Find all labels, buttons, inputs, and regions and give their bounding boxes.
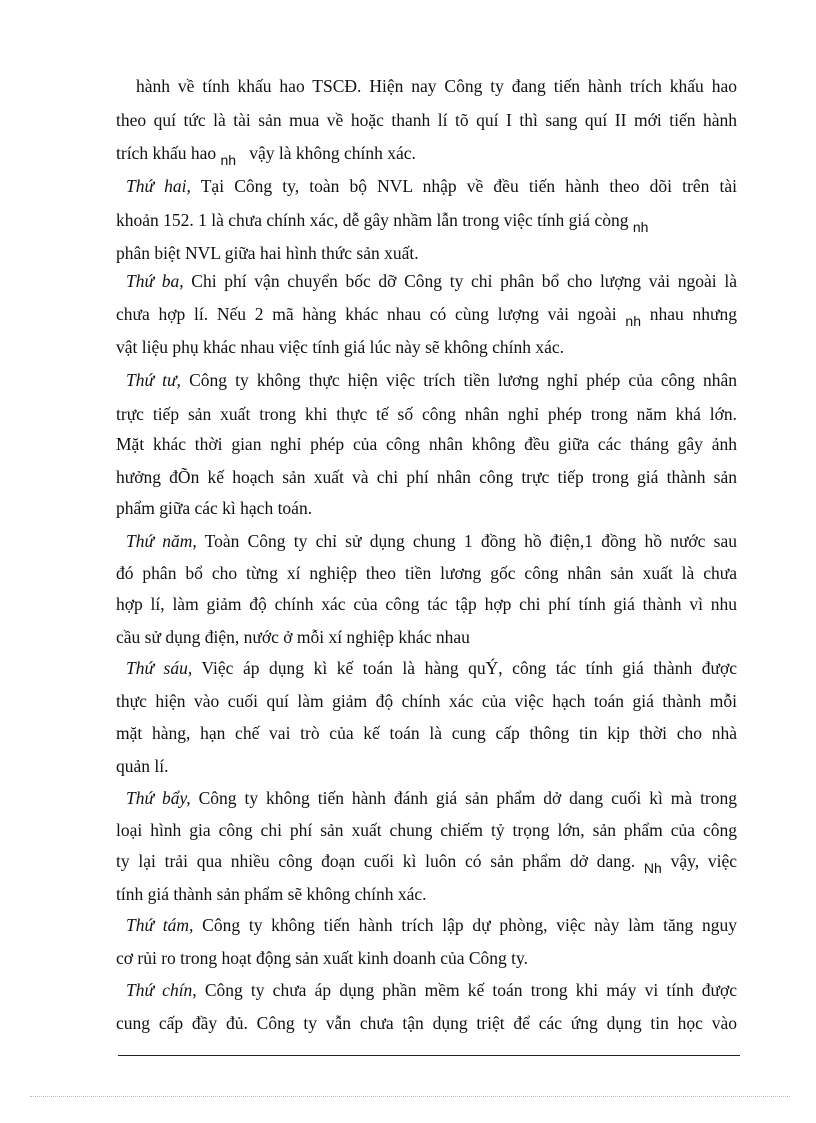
paragraph-lead: Thứ chín,	[126, 980, 197, 1000]
paragraph-line: trực tiếp sản xuất trong khi thực tế số công nhân nghỉ phép trong năm khá lớn.	[116, 404, 737, 424]
paragraph-line: trích khấu hao $_{nh}$ vậy là không chính xác.	[116, 143, 416, 168]
paragraph-line: cầu sử dụng điện, nước ở mỗi xí nghiệp khác nhau	[116, 627, 470, 647]
paragraph-line: hành về tính khấu hao TSCĐ. Hiện nay Công ty đang tiến hành trích khấu hao	[136, 76, 737, 96]
paragraph-line: thực hiện vào cuối quí làm giảm độ chính xác của việc hạch toán giá thành mỗi	[116, 691, 737, 711]
paragraph-lead: Thứ sáu,	[126, 658, 193, 678]
paragraph-lead: Thứ tư,	[126, 370, 181, 390]
paragraph-line: quản lí.	[116, 756, 169, 776]
paragraph-lead: Thứ năm,	[126, 531, 197, 551]
paragraph-line: vật liệu phụ khác nhau việc tính giá lúc này sẽ không chính xác.	[116, 337, 565, 357]
paragraph-line: tính giá thành sản phẩm sẽ không chính xác.	[116, 884, 427, 904]
paragraph-line: Thứ năm, Toàn Công ty chỉ sử dụng chung 1 đồng hồ điện,1 đồng hồ nước sau	[126, 531, 737, 551]
paragraph-line: Mặt khác thời gian nghỉ phép của công nhân không đều giữa các tháng gây ảnh	[116, 434, 737, 454]
paragraph-lead: Thứ bẩy,	[126, 788, 191, 808]
paragraph-line: hợp lí, làm giảm độ chính xác của công tác tập hợp chi phí tính giá thành vì nhu	[116, 594, 737, 614]
paragraph-line: Thứ ba, Chi phí vận chuyển bốc dỡ Công ty chỉ phân bổ cho lượng vải ngoài là	[126, 271, 737, 291]
paragraph-line: phẩm giữa các kì hạch toán.	[116, 498, 313, 518]
paragraph-line: chưa hợp lí. Nếu 2 mã hàng khác nhau có cùng lượng vải ngoài $_{nh}$ nhau nhưng	[116, 304, 738, 329]
paragraph-lead: Thứ tám,	[126, 915, 194, 935]
paragraph-line: cơ rủi ro trong hoạt động sản xuất kinh doanh của Công ty.	[116, 948, 529, 968]
paragraph-line: Thứ sáu, Việc áp dụng kì kế toán là hàng quÝ, công tác tính giá thành được	[126, 658, 737, 678]
paragraph-line: ty lại trải qua nhiều công đoạn cuối kì luôn có sản phẩm dở dang. $_{Nh}$ vậy, việc	[116, 851, 738, 876]
paragraph-lead: Thứ ba,	[126, 271, 184, 291]
paragraph-line: loại hình gia công chi phí sản xuất chung chiếm tỷ trọng lớn, sản phẩm của công	[116, 820, 737, 840]
paragraph-line: Thứ hai, Tại Công ty, toàn bộ NVL nhập về đều tiến hành theo dõi trên tài	[126, 176, 737, 196]
paragraph-line: Thứ tám, Công ty không tiến hành trích lập dự phòng, việc này làm tăng nguy	[126, 915, 738, 935]
paragraph-line: đó phân bổ cho từng xí nghiệp theo tiền lương gốc công nhân sản xuất là chưa	[116, 563, 737, 583]
paragraph-line: Thứ tư, Công ty không thực hiện việc trích tiền lương nghỉ phép của công nhân	[126, 370, 738, 390]
paragraph-line: khoản 152. 1 là chưa chính xác, dễ gây nhầm lẫn trong việc tính giá còng $_{nh}$	[116, 210, 649, 235]
paragraph-line: Thứ bẩy, Công ty không tiến hành đánh giá sản phẩm dở dang cuối kì mà trong	[126, 788, 738, 808]
page-break-dotted-line	[30, 1096, 790, 1097]
paragraph-line: theo quí tức là tài sản mua về hoặc thanh lí tõ quí I thì sang quí II mới tiến hành	[116, 110, 737, 130]
paragraph-line: phân biệt NVL giữa hai hình thức sản xuất.	[116, 243, 419, 263]
paragraph-lead: Thứ hai,	[126, 176, 191, 196]
paragraph-line: Thứ chín, Công ty chưa áp dụng phần mềm kế toán trong khi máy vi tính được	[126, 980, 737, 1000]
paragraph-line: cung cấp đầy đủ. Công ty vẫn chưa tận dụng triệt để các ứng dụng tin học vào	[116, 1013, 737, 1033]
paragraph-line: mặt hàng, hạn chế vai trò của kế toán là cung cấp thông tin kịp thời cho nhà	[116, 723, 737, 743]
footer-rule	[118, 1055, 740, 1056]
paragraph-line: hưởng đÕn kế hoạch sản xuất và chi phí nhân công trực tiếp trong giá thành sản	[116, 467, 737, 487]
